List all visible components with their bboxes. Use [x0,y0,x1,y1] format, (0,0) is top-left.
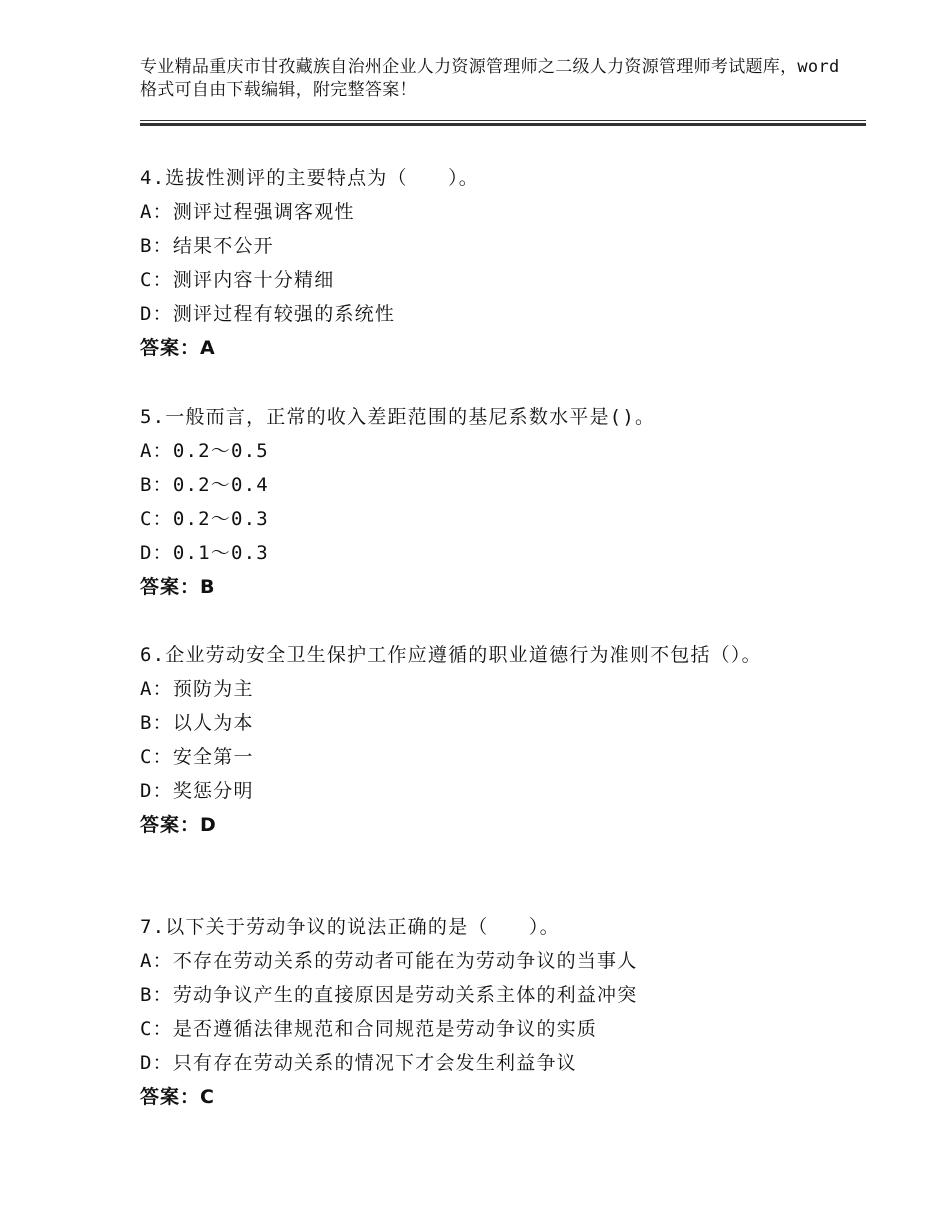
question-stem: 4.选拔性测评的主要特点为（ ）。 [140,167,479,189]
question-5 [140,400,860,604]
option-d: D：奖惩分明 [140,780,254,802]
option-b: B：0.2～0.4 [140,474,269,496]
option-a: A：预防为主 [140,678,254,700]
question-stem: 6.企业劳动安全卫生保护工作应遵循的职业道德行为准则不包括（）。 [140,644,762,666]
option-a: A：不存在劳动关系的劳动者可能在为劳动争议的当事人 [140,950,638,972]
option-b: B：以人为本 [140,712,254,734]
question-stem: 5.一般而言，正常的收入差距范围的基尼系数水平是()。 [140,406,656,428]
answer-label: 答案：B [140,576,216,598]
option-b: B：结果不公开 [140,235,274,257]
question-4 [140,161,860,365]
option-a: A：测评过程强调客观性 [140,201,355,223]
question-7 [140,910,860,1114]
header-divider-thick [140,123,866,126]
option-d: D：0.1～0.3 [140,542,269,564]
document-header: 专业精品重庆市甘孜藏族自治州企业人力资源管理师之二级人力资源管理师考试题库，word格式可自由下载编辑，附完整答案！ [140,57,840,100]
option-c: C：是否遵循法律规范和合同规范是劳动争议的实质 [140,1018,598,1040]
answer-label: 答案：C [140,1086,215,1108]
question-stem: 7.以下关于劳动争议的说法正确的是（ ）。 [140,916,560,938]
question-6 [140,638,860,842]
option-a: A：0.2～0.5 [140,440,269,462]
header-divider-thin [140,120,866,121]
option-c: C：测评内容十分精细 [140,269,335,291]
option-d: D：测评过程有较强的系统性 [140,303,396,325]
option-d: D：只有存在劳动关系的情况下才会发生利益争议 [140,1052,577,1074]
answer-label: 答案：A [140,337,216,359]
option-b: B：劳动争议产生的直接原因是劳动关系主体的利益冲突 [140,984,638,1006]
answer-label: 答案：D [140,814,217,836]
option-c: C：安全第一 [140,746,254,768]
option-c: C：0.2～0.3 [140,508,269,530]
